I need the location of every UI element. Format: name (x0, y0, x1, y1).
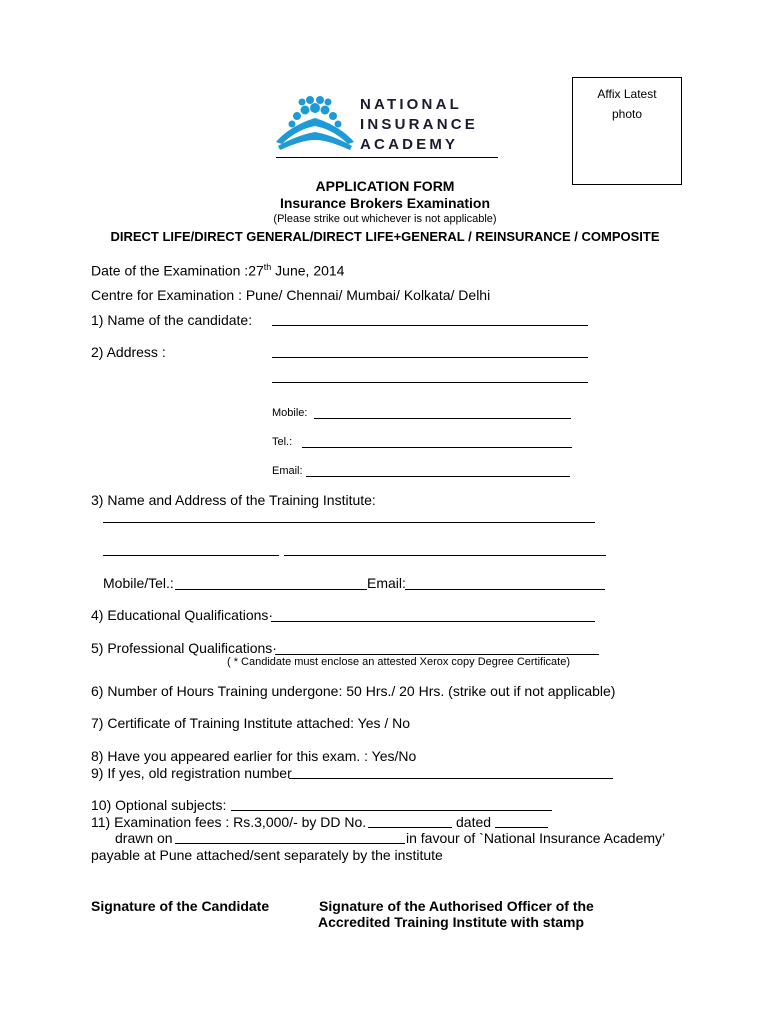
educational-label: 4) Educational Qualifications· (91, 607, 274, 623)
officer-signature-line1: Signature of the Authorised Officer of the (319, 898, 594, 914)
dated-field[interactable] (495, 827, 548, 828)
logo-underline (276, 157, 498, 158)
tel-field[interactable] (302, 447, 572, 448)
logo-text-line2: INSURANCE (360, 116, 478, 133)
favour-text: in favour of `National Insurance Academy’ (406, 830, 666, 846)
certificate-attached: 7) Certificate of Training Institute attached: Yes / No (91, 715, 411, 731)
old-registration-field[interactable] (289, 778, 613, 779)
appeared-earlier: 8) Have you appeared earlier for this exam. : Yes/No (91, 748, 417, 764)
professional-note: ( * Candidate must enclose an attested Xerox copy Degree Certificate) (227, 656, 571, 668)
exam-centre: Centre for Examination : Pune/ Chennai/ Mumbai/ Kolkata/ Delhi (91, 287, 491, 303)
institute-field-line1[interactable] (103, 522, 595, 523)
address-field-line1[interactable] (272, 357, 588, 358)
photo-box-line2: photo (611, 107, 643, 121)
form-title: APPLICATION FORM (315, 178, 455, 194)
logo-emblem-icon (272, 88, 358, 160)
institute-email-field[interactable] (405, 589, 605, 590)
candidate-name-field[interactable] (272, 325, 588, 326)
institute-field-line2b[interactable] (284, 555, 606, 556)
old-registration-label: 9) If yes, old registration number (91, 765, 292, 781)
candidate-name-label: 1) Name of the candidate: (91, 312, 253, 328)
photo-box (572, 77, 682, 185)
optional-subjects-label: 10) Optional subjects: (91, 797, 227, 813)
logo-text-line1: NATIONAL (360, 96, 462, 113)
professional-field[interactable] (275, 654, 599, 655)
national-insurance-academy-logo (272, 86, 502, 164)
payable-text: payable at Pune attached/sent separately by the institute (91, 847, 443, 863)
institute-label: 3) Name and Address of the Training Institute: (91, 492, 376, 508)
email-label: Email: (272, 465, 303, 477)
professional-label: 5) Professional Qualifications· (91, 640, 277, 656)
drawn-on-label: drawn on (115, 830, 173, 846)
form-subtitle: Insurance Brokers Examination (279, 195, 491, 211)
logo-text-line3: ACADEMY (360, 136, 459, 153)
mobile-field[interactable] (314, 418, 571, 419)
training-hours: 6) Number of Hours Training undergone: 50 Hrs./ 20 Hrs. (strike out if not applicable) (91, 683, 616, 699)
institute-email-label: Email: (367, 575, 406, 591)
email-field[interactable] (306, 476, 570, 477)
dated-label: dated (456, 814, 492, 830)
category-options: DIRECT LIFE/DIRECT GENERAL/DIRECT LIFE+GENERAL / REINSURANCE / COMPOSITE (110, 229, 660, 244)
institute-mobile-label: Mobile/Tel.: (103, 575, 174, 591)
photo-box-line1: Affix Latest (597, 87, 657, 101)
educational-field[interactable] (271, 621, 595, 622)
tel-label: Tel.: (272, 436, 293, 448)
strike-out-note: (Please strike out whichever is not applicable) (273, 213, 497, 225)
address-field-line2[interactable] (272, 382, 588, 383)
institute-field-line2a[interactable] (103, 555, 279, 556)
mobile-label: Mobile: (272, 407, 308, 419)
institute-mobile-field[interactable] (175, 589, 367, 590)
candidate-signature: Signature of the Candidate (91, 898, 270, 914)
address-label: 2) Address : (91, 344, 166, 360)
optional-subjects-field[interactable] (231, 810, 552, 811)
officer-signature-line2: Accredited Training Institute with stamp (318, 914, 585, 930)
dd-number-field[interactable] (368, 827, 452, 828)
exam-fees-label: 11) Examination fees : Rs.3,000/- by DD No. (91, 814, 367, 830)
drawn-on-field[interactable] (175, 843, 405, 844)
exam-date: Date of the Examination :27th June, 2014 (91, 262, 345, 279)
